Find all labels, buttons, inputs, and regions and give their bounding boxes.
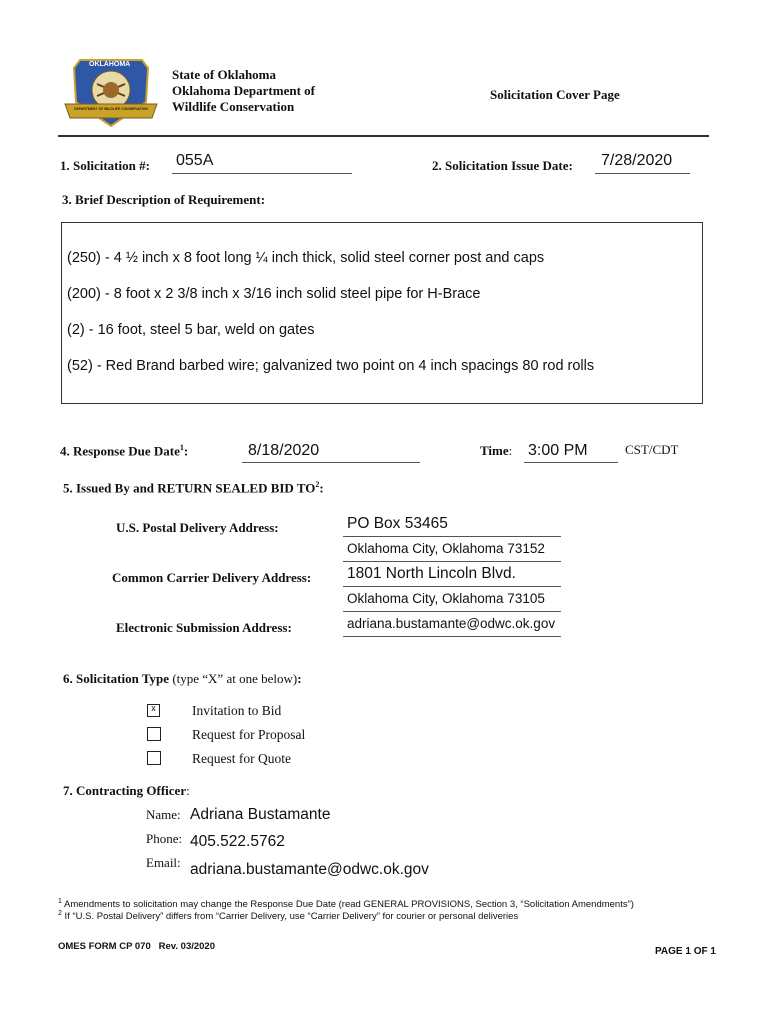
invitation-to-bid-checkbox[interactable]: x xyxy=(147,704,160,717)
document-title: Solicitation Cover Page xyxy=(490,87,620,102)
officer-name-field[interactable]: Adriana Bustamante xyxy=(190,806,331,823)
issue-date-underline xyxy=(595,173,690,174)
timezone-label: CST/CDT xyxy=(625,442,679,457)
electronic-address-underline xyxy=(343,636,561,637)
response-due-date-field[interactable]: 8/18/2020 xyxy=(248,442,320,459)
request-for-quote-label: Request for Quote xyxy=(192,751,291,766)
issue-date-label: 2. Solicitation Issue Date: xyxy=(432,158,573,173)
agency-line-1: State of Oklahoma xyxy=(172,67,276,82)
officer-phone-field[interactable]: 405.522.5762 xyxy=(190,833,285,850)
page-number: PAGE 1 OF 1 xyxy=(655,946,716,957)
requirement-item: (52) - Red Brand barbed wire; galvanized two point on 4 inch spacings 80 rod rolls xyxy=(67,358,595,374)
solicitation-type-label: 6. Solicitation Type (type “X” at one below): xyxy=(63,671,302,686)
request-for-proposal-label: Request for Proposal xyxy=(192,727,306,742)
carrier-address-line-2[interactable]: Oklahoma City, Oklahoma 73105 xyxy=(347,591,545,606)
contracting-officer-label: 7. Contracting Officer: xyxy=(63,783,190,798)
officer-phone-label: Phone: xyxy=(146,831,183,846)
electronic-address-label: Electronic Submission Address: xyxy=(116,620,292,635)
requirement-item: (2) - 16 foot, steel 5 bar, weld on gates xyxy=(67,322,315,338)
agency-line-2: Oklahoma Department of xyxy=(172,83,315,98)
officer-name-label: Name: xyxy=(146,807,181,822)
electronic-address-field[interactable]: adriana.bustamante@odwc.ok.gov xyxy=(347,616,556,631)
postal-address-label: U.S. Postal Delivery Address: xyxy=(116,520,279,535)
requirement-description-box[interactable] xyxy=(61,222,703,404)
issue-date-field[interactable]: 7/28/2020 xyxy=(601,152,673,169)
response-due-date-label: 4. Response Due Date$^1$: xyxy=(60,443,189,459)
carrier-line-1-underline xyxy=(343,586,561,587)
requirement-label: 3. Brief Description of Requirement: xyxy=(62,192,266,207)
carrier-line-2-underline xyxy=(343,611,561,612)
request-for-quote-checkbox[interactable] xyxy=(147,751,161,765)
carrier-address-label: Common Carrier Delivery Address: xyxy=(112,570,312,585)
form-identifier: OMES FORM CP 070 Rev. 03/2020 xyxy=(58,941,215,952)
seal-text-top: OKLAHOMA xyxy=(89,61,131,68)
footnote-ref-2: 2 xyxy=(315,480,320,489)
solicitation-number-underline xyxy=(172,173,352,174)
officer-email-field[interactable]: adriana.bustamante@odwc.ok.gov xyxy=(190,861,429,878)
postal-address-line-1[interactable]: PO Box 53465 xyxy=(347,515,448,532)
time-label: Time: xyxy=(480,443,513,458)
postal-address-line-2[interactable]: Oklahoma City, Oklahoma 73152 xyxy=(347,541,545,556)
response-time-underline xyxy=(524,462,618,463)
officer-email-label: Email: xyxy=(146,855,181,870)
carrier-address-line-1[interactable]: 1801 North Lincoln Blvd. xyxy=(347,565,516,582)
footnote-ref-1: 1 xyxy=(179,443,184,452)
agency-seal-logo xyxy=(62,54,160,130)
solicitation-number-field[interactable]: 055A xyxy=(176,152,214,169)
invitation-to-bid-label: Invitation to Bid xyxy=(192,703,282,718)
solicitation-number-label: 1. Solicitation #: xyxy=(60,158,150,173)
requirement-item: (250) - 4 ½ inch x 8 foot long ¼ inch thick, solid steel corner post and caps xyxy=(67,250,545,266)
footnote-1: $^1$ Amendments to solicitation may change the Response Due Date (read GENERAL PROVISIONS, Section 3, “Solicitation Amendments”) xyxy=(58,898,634,911)
response-due-date-underline xyxy=(242,462,420,463)
response-time-field[interactable]: 3:00 PM xyxy=(528,442,588,459)
requirement-item: (200) - 8 foot x 2 3/8 inch x 3/16 inch solid steel pipe for H-Brace xyxy=(67,286,481,302)
request-for-proposal-checkbox[interactable] xyxy=(147,727,161,741)
postal-line-2-underline xyxy=(343,561,561,562)
header-divider xyxy=(58,135,709,137)
issued-by-label: 5. Issued By and RETURN SEALED BID $TO^2$: xyxy=(63,480,324,496)
agency-line-3: Wildlife Conservation xyxy=(172,99,295,114)
seal-text-bottom: DEPARTMENT OF WILDLIFE CONSERVATION xyxy=(74,107,148,111)
postal-line-1-underline xyxy=(343,536,561,537)
footnote-2: $^2$ If “U.S. Postal Delivery” differs from “Carrier Delivery, use “Carrier Delivery” for courier or personal deliveries xyxy=(58,910,519,923)
